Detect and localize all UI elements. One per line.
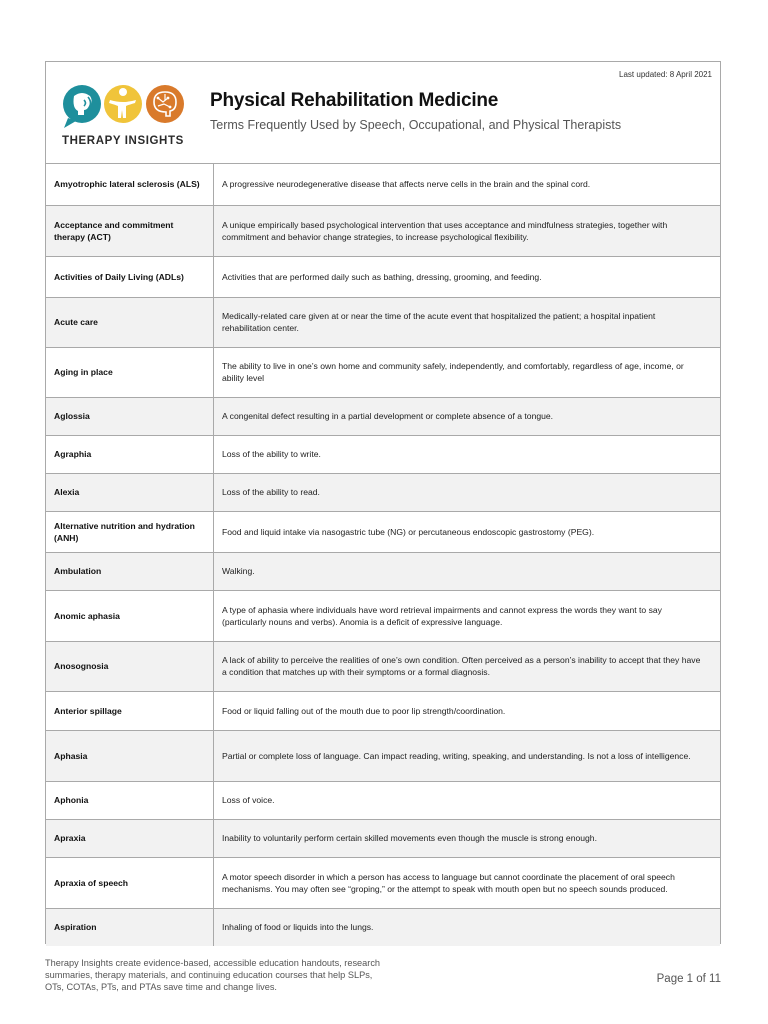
term-cell: Alternative nutrition and hydration (ANH) <box>46 511 214 552</box>
person-figure-icon <box>104 85 142 123</box>
term-cell: Ambulation <box>46 552 214 590</box>
table-row <box>46 397 720 435</box>
term-cell: Aphonia <box>46 781 214 819</box>
term-cell: Anterior spillage <box>46 691 214 730</box>
definition-cell: Walking. <box>214 552 721 590</box>
table-row <box>46 641 720 691</box>
definition-cell: Inhaling of food or liquids into the lungs. <box>214 908 721 946</box>
table-row <box>46 552 720 590</box>
term-cell: Anosognosia <box>46 641 214 691</box>
page-number: Page 1 of 11 <box>656 973 721 985</box>
table-row <box>46 205 720 256</box>
term-cell: Apraxia <box>46 819 214 857</box>
term-cell: Acceptance and commitment therapy (ACT) <box>46 205 214 256</box>
footer-blurb: Therapy Insights create evidence-based, accessible education handouts, research summaries, therapy materials, and continuing education courses that help SLPs, OTs, COTAs, PTs, and PTAs save time and change lives. <box>45 958 381 992</box>
definition-cell: A unique empirically based psychological intervention that uses acceptance and mindfulness strategies, together with commitment and behavior change strategies, to increase psychological flexibility. <box>214 205 721 256</box>
term-cell: Aspiration <box>46 908 214 946</box>
definition-cell: Loss of the ability to write. <box>214 435 721 473</box>
term-cell: Aphasia <box>46 730 214 781</box>
definition-cell: A lack of ability to perceive the realities of one’s own condition. Often perceived as a person’s inability to accept that they have a condition that matches up with their symptoms or a formal diagnosis. <box>214 641 721 691</box>
term-cell: Agraphia <box>46 435 214 473</box>
term-cell: Apraxia of speech <box>46 857 214 908</box>
definition-cell: A type of aphasia where individuals have word retrieval impairments and cannot express the words they want to say (particularly nouns and verbs). Anomia is a deficit of expressive language. <box>214 590 721 641</box>
last-updated: Last updated: 8 April 2021 <box>619 70 712 79</box>
logo-wordmark: THERAPY INSIGHTS <box>62 135 184 147</box>
definition-cell: Food and liquid intake via nasogastric tube (NG) or percutaneous endoscopic gastrostomy (PEG). <box>214 511 721 552</box>
page-subtitle: Terms Frequently Used by Speech, Occupational, and Physical Therapists <box>210 118 622 132</box>
definition-cell: Activities that are performed daily such as bathing, dressing, grooming, and feeding. <box>214 256 721 297</box>
term-cell: Activities of Daily Living (ADLs) <box>46 256 214 297</box>
table-row <box>46 819 720 857</box>
table-row <box>46 730 720 781</box>
table-row <box>46 511 720 552</box>
glossary-table <box>46 164 720 946</box>
definition-cell: Loss of the ability to read. <box>214 473 721 511</box>
term-cell: Aging in place <box>46 347 214 397</box>
table-row <box>46 256 720 297</box>
table-row <box>46 164 720 205</box>
table-row <box>46 435 720 473</box>
term-cell: Alexia <box>46 473 214 511</box>
table-row <box>46 297 720 347</box>
definition-cell: Partial or complete loss of language. Can impact reading, writing, speaking, and understanding. Is not a loss of intelligence. <box>214 730 721 781</box>
term-cell: Anomic aphasia <box>46 590 214 641</box>
definition-cell: A congenital defect resulting in a partial development or complete absence of a tongue. <box>214 397 721 435</box>
definition-cell: The ability to live in one’s own home and community safely, independently, and comfortably, regardless of age, income, or ability level <box>214 347 721 397</box>
table-row <box>46 590 720 641</box>
definition-cell: Food or liquid falling out of the mouth due to poor lip strength/coordination. <box>214 691 721 730</box>
table-row <box>46 473 720 511</box>
term-cell: Amyotrophic lateral sclerosis (ALS) <box>46 164 214 205</box>
term-cell: Aglossia <box>46 397 214 435</box>
speech-head-icon <box>63 85 101 128</box>
table-row <box>46 781 720 819</box>
header <box>46 62 720 164</box>
table-row <box>46 857 720 908</box>
definition-cell: Inability to voluntarily perform certain skilled movements even though the muscle is strong enough. <box>214 819 721 857</box>
table-row <box>46 347 720 397</box>
table-row <box>46 908 720 946</box>
term-cell: Acute care <box>46 297 214 347</box>
definition-cell: Medically-related care given at or near the time of the acute event that hospitalized the patient; a hospital inpatient rehabilitation center. <box>214 297 721 347</box>
definition-cell: A progressive neurodegenerative disease that affects nerve cells in the brain and the spinal cord. <box>214 164 721 205</box>
page-title: Physical Rehabilitation Medicine <box>210 90 499 111</box>
glossary-sheet <box>45 61 721 944</box>
definition-cell: Loss of voice. <box>214 781 721 819</box>
table-row <box>46 691 720 730</box>
brain-icon <box>146 85 184 123</box>
definition-cell: A motor speech disorder in which a person has access to language but cannot coordinate the placement of oral speech mechanisms. You may often see “groping,” or the attempt to speak with mouth open but no speech sounds produced. <box>214 857 721 908</box>
